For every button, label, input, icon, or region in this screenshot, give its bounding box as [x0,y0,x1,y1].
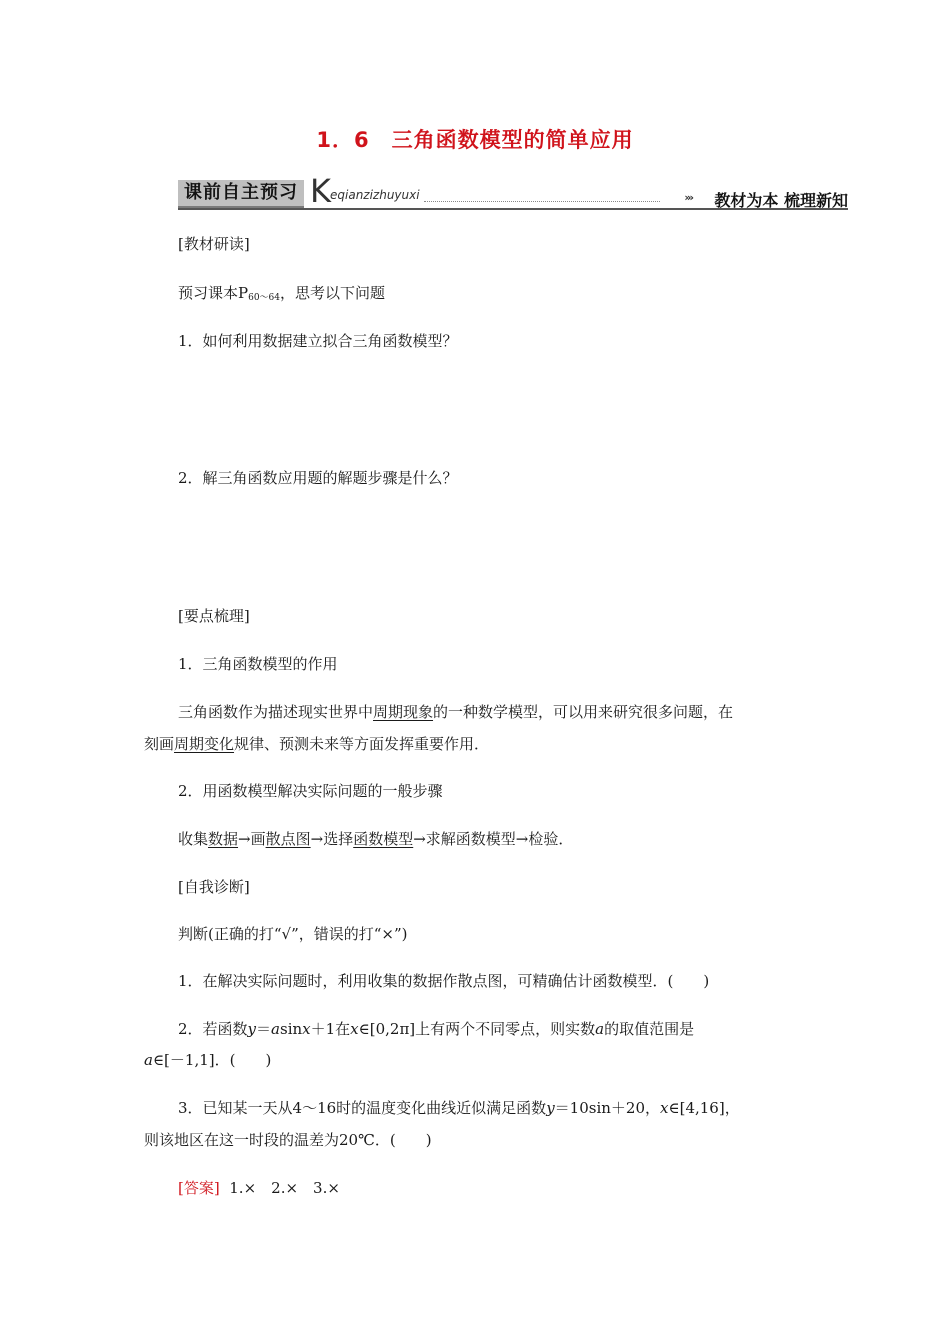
math-var: a [595,1020,605,1038]
text: ∈[0,2π]上有两个不同零点，则实数 [358,1020,596,1038]
judge-item-2-line-1 [178,1018,694,1040]
preview-suffix: ，思考以下问题 [280,284,386,302]
section-heading-self-check: [自我诊断] [178,878,250,896]
question-2: 2．解三角函数应用题的解题步骤是什么？ [178,469,458,487]
judge-item-1: 1．在解决实际问题时，利用收集的数据作散点图，可精确估计函数模型．( ) [178,972,710,990]
preview-line [178,282,385,309]
judge-item-3-line-2: 则该地区在这一时段的温差为20℃．( ) [144,1131,432,1149]
judge-item-3-line-1 [178,1097,740,1119]
judge-item-2-line-2 [144,1049,271,1071]
underlined-term: 周期变化 [174,735,235,753]
text: ＝10sin＋20， [554,1099,661,1117]
text: 的取值范围是 [604,1020,695,1038]
preview-page-range: 60～64 [248,293,280,303]
underlined-term: 散点图 [265,830,311,848]
math-var: y [247,1020,257,1038]
math-var: x [302,1020,311,1038]
text: ＝ [256,1020,272,1038]
banner-big-letter: K [310,172,331,210]
math-var: y [546,1099,555,1117]
text: sin [280,1020,303,1038]
text: 收集 [178,830,209,848]
section-heading-textbook: [教材研读] [178,235,250,253]
text: →画 [238,830,266,848]
answer-line [178,1177,340,1199]
chevron-right-icon: ››› [684,191,692,204]
point-1-line-2 [144,733,489,755]
text: 3．已知某一天从4～16时的温度变化曲线近似满足函数 [178,1099,547,1117]
point-1-line-1 [178,701,733,723]
point-2-title: 2．用函数模型解决实际问题的一般步骤 [178,782,443,800]
point-2-steps [178,828,573,850]
banner-right-text: 教材为本 梳理新知 [714,191,848,210]
answer-text: 1.× 2.× 3.× [229,1179,340,1197]
math-var: x [660,1099,669,1117]
text: ∈[4,16]， [668,1099,740,1117]
text: 2．若函数 [178,1020,248,1038]
banner-dotted-line [424,201,660,202]
question-1: 1．如何利用数据建立拟合三角函数模型？ [178,332,458,350]
point-1-title: 1．三角函数模型的作用 [178,655,338,673]
text: 规律、预测未来等方面发挥重要作用． [234,735,490,753]
text: →选择 [310,830,354,848]
judge-instruction: 判断(正确的打“√”，错误的打“×”) [178,925,408,943]
underlined-term: 数据 [208,830,239,848]
math-var: x [350,1020,359,1038]
page-title: 1．6 三角函数模型的简单应用 [316,128,634,152]
section-heading-key-points: [要点梳理] [178,607,250,625]
text: 刻画 [144,735,175,753]
text: →求解函数模型→检验． [413,830,574,848]
underlined-term: 周期现象 [373,703,434,721]
answer-label: [答案] [178,1179,220,1197]
text: 的一种数学模型，可以用来研究很多问题，在 [433,703,734,721]
text: ∈[－1,1]．( ) [152,1051,272,1069]
text: 三角函数作为描述现实世界中 [178,703,374,721]
math-var: a [271,1020,280,1038]
underlined-term: 函数模型 [353,830,414,848]
banner-pinyin: eqianzizhuyuxi [330,188,420,202]
banner-label: 课前自主预习 [178,180,304,209]
section-banner [178,172,848,210]
preview-prefix: 预习课本P [178,284,249,302]
math-var: a [144,1051,153,1069]
text: ＋1在 [310,1020,351,1038]
banner-rule [178,208,848,210]
